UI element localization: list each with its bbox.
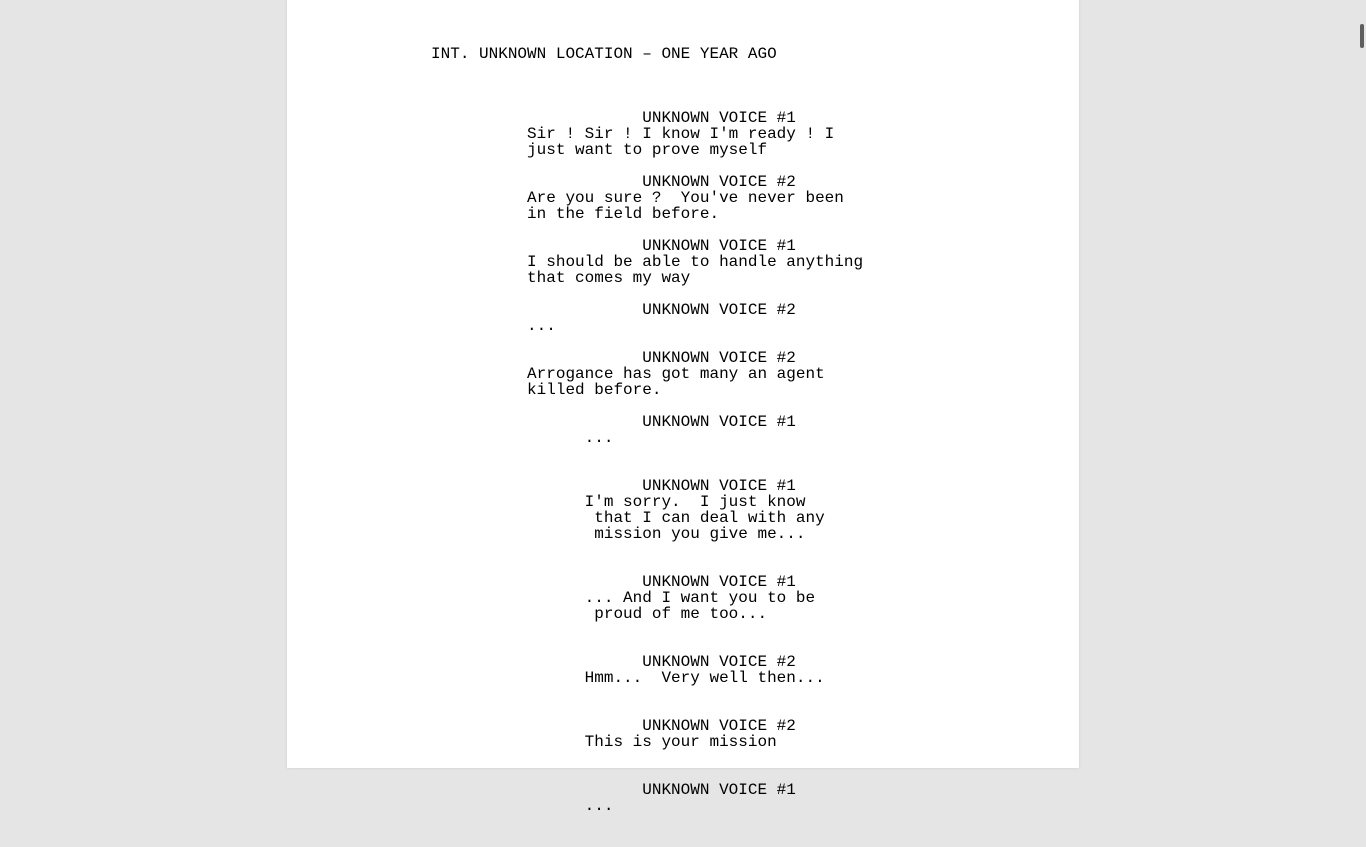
dialogue-block: [287, 302, 1079, 334]
dialogue-line: Arrogance has got many an agent: [527, 365, 825, 383]
dialogue-line: killed before.: [527, 381, 662, 399]
dialogue-block: [287, 414, 1079, 446]
dialogue-line: that I can deal with any: [594, 509, 825, 527]
dialogue-line: that comes my way: [527, 269, 691, 287]
script-page: [287, 0, 1079, 815]
dialogue-block: [287, 350, 1079, 398]
dialogue-line: proud of me too...: [594, 605, 768, 623]
dialogue-line: I should be able to handle anything: [527, 253, 864, 271]
character-cue: UNKNOWN VOICE #2: [642, 173, 796, 191]
dialogue-block: [287, 782, 1079, 814]
dialogue-line: Sir ! Sir ! I know I'm ready ! I: [527, 125, 835, 143]
character-cue: UNKNOWN VOICE #2: [642, 301, 796, 319]
dialogue-block: [287, 478, 1079, 542]
dialogue-line: ...: [527, 317, 556, 335]
character-cue: UNKNOWN VOICE #1: [642, 413, 796, 431]
dialogue-line: This is your mission: [584, 733, 777, 751]
screenplay-text: [287, 0, 1079, 846]
dialogue-blocks: [287, 110, 1079, 814]
dialogue-line: Are you sure ? You've never been: [527, 189, 844, 207]
character-cue: UNKNOWN VOICE #2: [642, 717, 796, 735]
character-cue: UNKNOWN VOICE #1: [642, 109, 796, 127]
character-cue: UNKNOWN VOICE #1: [642, 477, 796, 495]
character-cue: UNKNOWN VOICE #2: [642, 653, 796, 671]
character-cue: UNKNOWN VOICE #1: [642, 573, 796, 591]
dialogue-line: mission you give me...: [594, 525, 806, 543]
vertical-scrollbar-thumb[interactable]: [1360, 24, 1364, 48]
dialogue-line: in the field before.: [527, 205, 720, 223]
dialogue-block: [287, 718, 1079, 750]
dialogue-block: [287, 174, 1079, 222]
dialogue-line: ...: [584, 797, 614, 815]
dialogue-line: I'm sorry. I just know: [584, 493, 806, 511]
dialogue-block: [287, 654, 1079, 686]
dialogue-line: ...: [584, 429, 614, 447]
dialogue-line: Hmm... Very well then...: [584, 669, 825, 687]
dialogue-block: [287, 110, 1079, 158]
dialogue-block: [287, 574, 1079, 622]
character-cue: UNKNOWN VOICE #2: [642, 349, 796, 367]
character-cue: UNKNOWN VOICE #1: [642, 237, 796, 255]
dialogue-line: ... And I want you to be: [584, 589, 816, 607]
scene-heading: INT. UNKNOWN LOCATION – ONE YEAR AGO: [431, 45, 777, 63]
character-cue: UNKNOWN VOICE #1: [642, 781, 796, 799]
dialogue-block: [287, 238, 1079, 286]
dialogue-line: just want to prove myself: [527, 141, 768, 159]
